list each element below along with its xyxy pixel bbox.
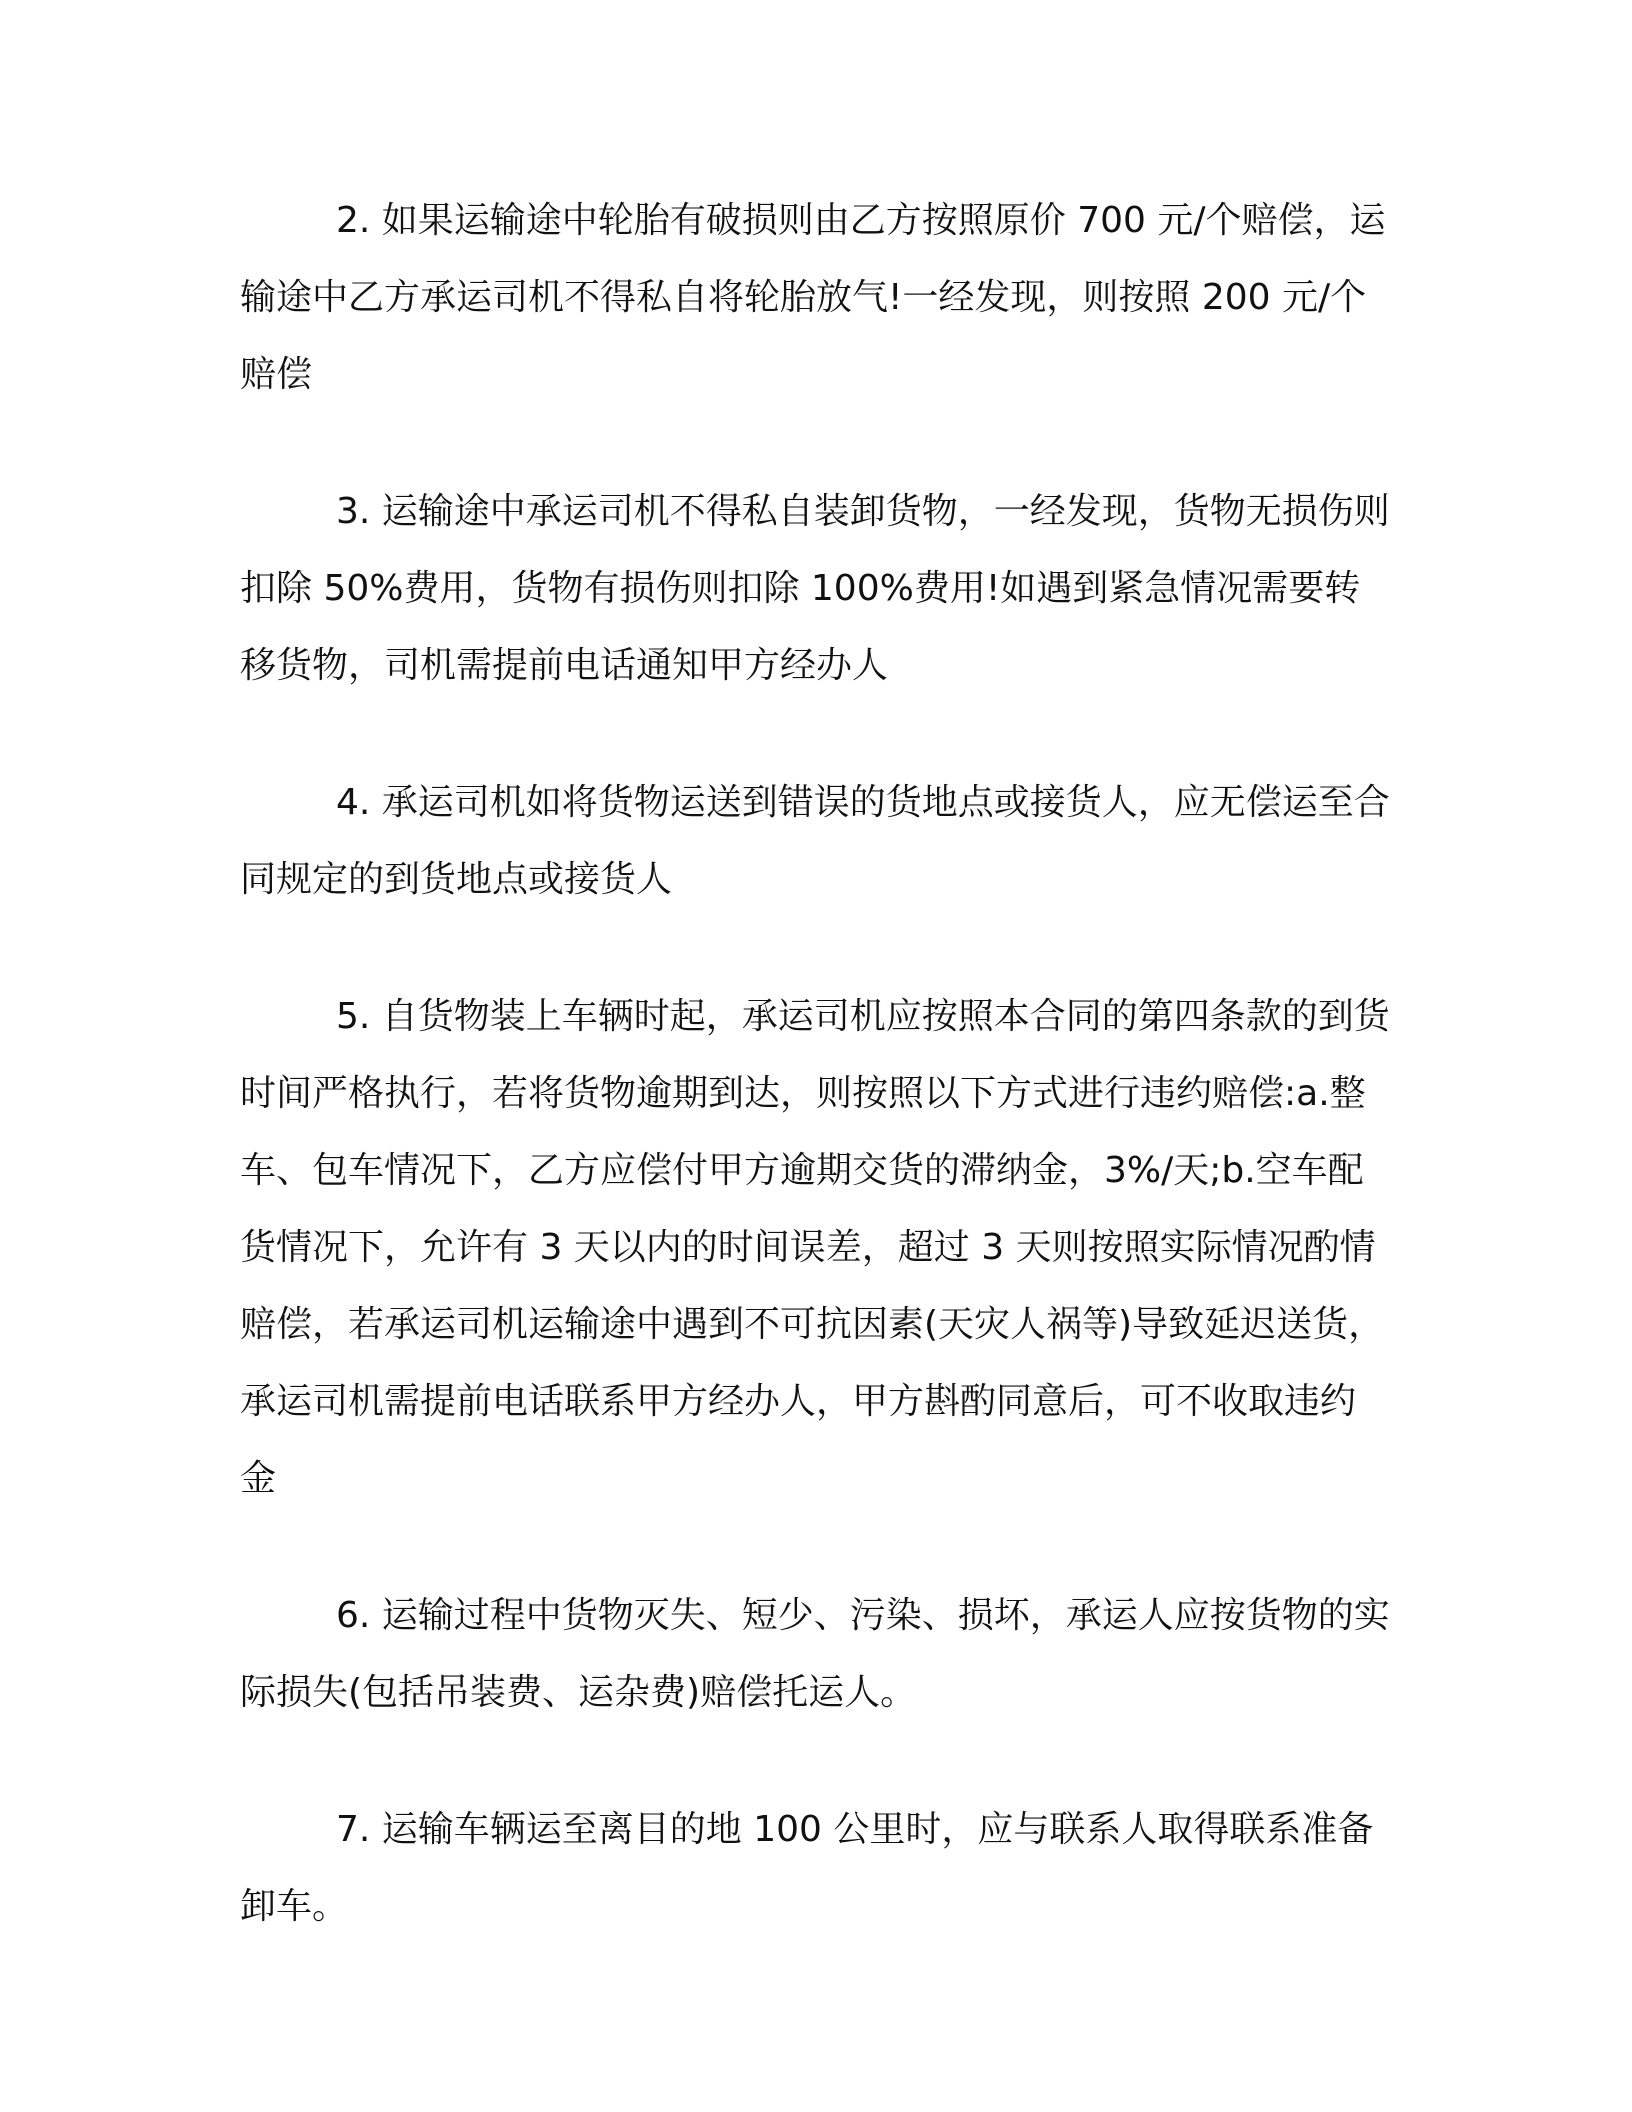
clause-6-paragraph: 6. 运输过程中货物灭失、短少、污染、损坏，承运人应按货物的实际损失(包括吊装费、运杂费)赔偿托运人。 [240,1595,1390,1713]
document-body [240,182,1390,2005]
clause-4-paragraph: 4. 承运司机如将货物运送到错误的货地点或接货人，应无偿运至合同规定的到货地点或接货人 [240,782,1390,900]
clause-7-paragraph: 7. 运输车辆运至离目的地 100 公里时，应与联系人取得联系准备卸车。 [240,1809,1374,1927]
clause-2-paragraph: 2. 如果运输途中轮胎有破损则由乙方按照原价 700 元/个赔偿，运输途中乙方承运司机不得私自将轮胎放气!一经发现，则按照 200 元/个赔偿 [240,200,1386,395]
clause-3-paragraph: 3. 运输途中承运司机不得私自装卸货物，一经发现，货物无损伤则扣除 50%费用，货物有损伤则扣除 100%费用!如遇到紧急情况需要转移货物，司机需提前电话通知甲方经办人 [240,491,1390,686]
clause-5-paragraph: 5. 自货物装上车辆时起，承运司机应按照本合同的第四条款的到货时间严格执行，若将货物逾期到达，则按照以下方式进行违约赔偿:a.整车、包车情况下，乙方应偿付甲方逾期交货的滞纳金，3%/天;b.空车配货情况下，允许有 3 天以内的时间误差，超过 3 天则按照实际情况酌情赔偿，若承运司机运输途中遇到不可抗因素(天灾人祸等)导致延迟送货，承运司机需提前电话联系甲方经办人，甲方斟酌同意后，可不收取违约金 [240,996,1390,1499]
